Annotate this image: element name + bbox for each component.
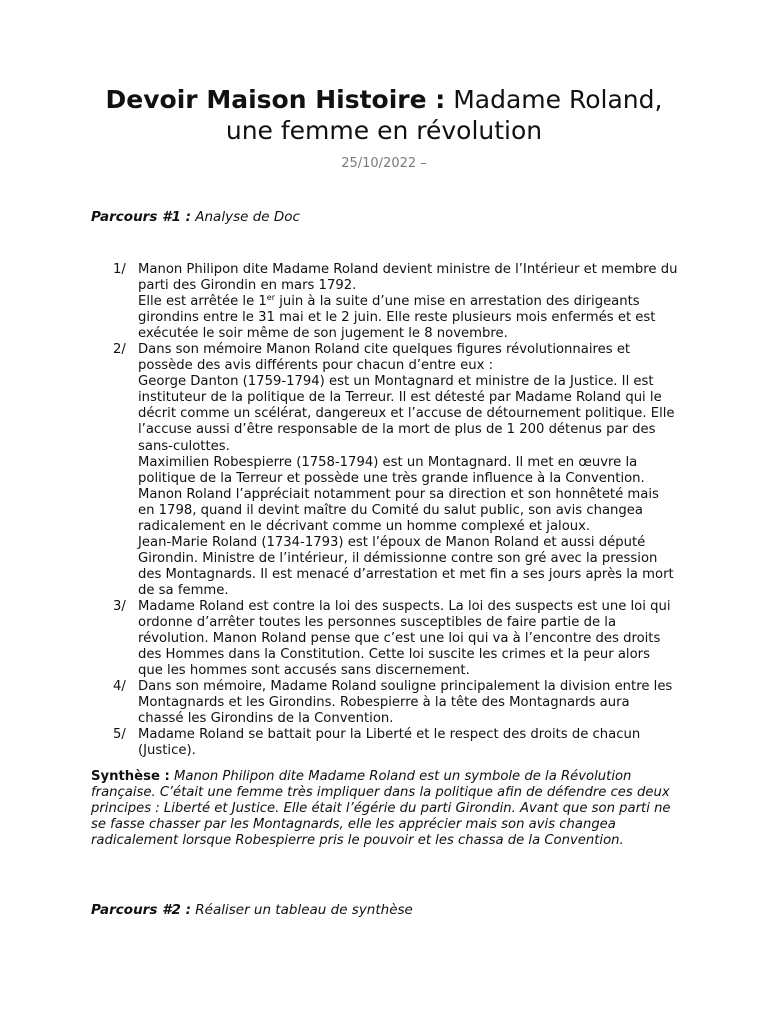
parcours-1-label: Parcours #1 :: [91, 209, 191, 225]
answer-item-5: [0, 727, 678, 759]
parcours-2-heading: [91, 902, 413, 918]
answer-number: 5/: [113, 727, 126, 743]
parcours-1-title: Analyse de Doc: [195, 209, 300, 225]
answer-paragraph: Manon Philipon dite Madame Roland devient ministre de l’Intérieur et membre du parti des Girondin en mars 1792.: [138, 262, 678, 294]
answer-paragraph: Madame Roland est contre la loi des suspects. La loi des suspects est une loi qui ordonne d’arrêter toutes les personnes susceptibles de faire partie de la révolution. Manon Roland pense que c’est une loi qui va à l’encontre des droits des Hommes dans la Constitution. Cette loi suscite les crimes et la peur alors que les hommes sont accusés sans discernement.: [138, 598, 671, 679]
title-line1-rest: Madame Roland,: [453, 85, 663, 114]
answer-paragraph: George Danton (1759-1794) est un Montagnard et ministre de la Justice. Il est instituteur de la politique de la Terreur. Il est détesté par Madame Roland qui le décrit comme un scélérat, dangereux et l’accuse de détournement politique. Elle l’accuse aussi d’être responsable de la mort de plus de 1 200 détenus par des sans-culottes.: [138, 374, 675, 454]
answer-paragraph: Madame Roland se battait pour la Liberté et le respect des droits de chacun (Justice).: [138, 727, 641, 759]
synthese-label: Synthèse :: [91, 769, 170, 784]
answer-item-1: [0, 262, 678, 342]
answer-paragraph: Dans son mémoire Manon Roland cite quelques figures révolutionnaires et possède des avis différents pour chacun d’entre eux :: [138, 342, 631, 374]
ordinal-superscript: er: [266, 293, 275, 303]
answer-number: 3/: [113, 598, 126, 614]
answers-list: [0, 262, 768, 759]
answer-number: 4/: [113, 679, 126, 695]
answer-number: 2/: [113, 342, 126, 358]
answer-item-2: [0, 342, 678, 599]
parcours-2-label: Parcours #2 :: [91, 902, 191, 918]
answer-number: 1/: [113, 262, 126, 277]
synthese-text: Manon Philipon dite Madame Roland est un symbole de la Révolution française. C’était une femme très impliquer dans la politique afin de défendre ces deux principes : Liberté et Justice. Elle était l’égérie du parti Girondin. Avant que son parti ne se fasse chasser par les Montagnards, elle les apprécier mais son avis changea radicalement lorsque Robespierre pris le pouvoir et les chassa de la Convention.: [91, 769, 671, 849]
document-date: 25/10/2022 –: [341, 156, 427, 171]
answer-paragraph: Dans son mémoire, Madame Roland souligne principalement la division entre les Montagnards et les Girondins. Robespierre à la tête des Montagnards aura chassé les Girondins de la Convention.: [138, 679, 673, 727]
title-line2: une femme en révolution: [225, 116, 543, 145]
answer-paragraph: Jean-Marie Roland (1734-1793) est l’époux de Manon Roland et aussi député Girondin. Ministre de l’intérieur, il démissionne contre son gré avec la pression des Montagnards. Il est menacé d’arrestation et met fin a ses jours après la mort de sa femme.: [138, 534, 674, 598]
synthese-paragraph: [91, 769, 678, 849]
answer-paragraph: Elle est arrêtée le 1er juin à la suite d’une mise en arrestation des dirigeants girondins entre le 31 mai et le 2 juin. Elle reste plusieurs mois enfermés et est exécutée le soir même de son jugement le 8 novembre.: [138, 293, 656, 342]
page-title: [0, 84, 768, 146]
answer-item-4: [0, 679, 678, 727]
parcours-2-title: Réaliser un tableau de synthèse: [195, 902, 413, 918]
answer-paragraph: Maximilien Robespierre (1758-1794) est un Montagnard. Il met en œuvre la politique de la Terreur et possède une très grande influence à la Convention. Manon Roland l’appréciait notamment pour sa direction et son honnêteté mais en 1798, quand il devint maître du Comité du salut public, son avis changea radicalement en le décrivant comme un homme complexé et jaloux.: [138, 454, 659, 534]
title-bold-part: Devoir Maison Histoire :: [105, 85, 446, 114]
parcours-1-heading: [91, 209, 300, 225]
answer-item-3: [0, 599, 678, 679]
